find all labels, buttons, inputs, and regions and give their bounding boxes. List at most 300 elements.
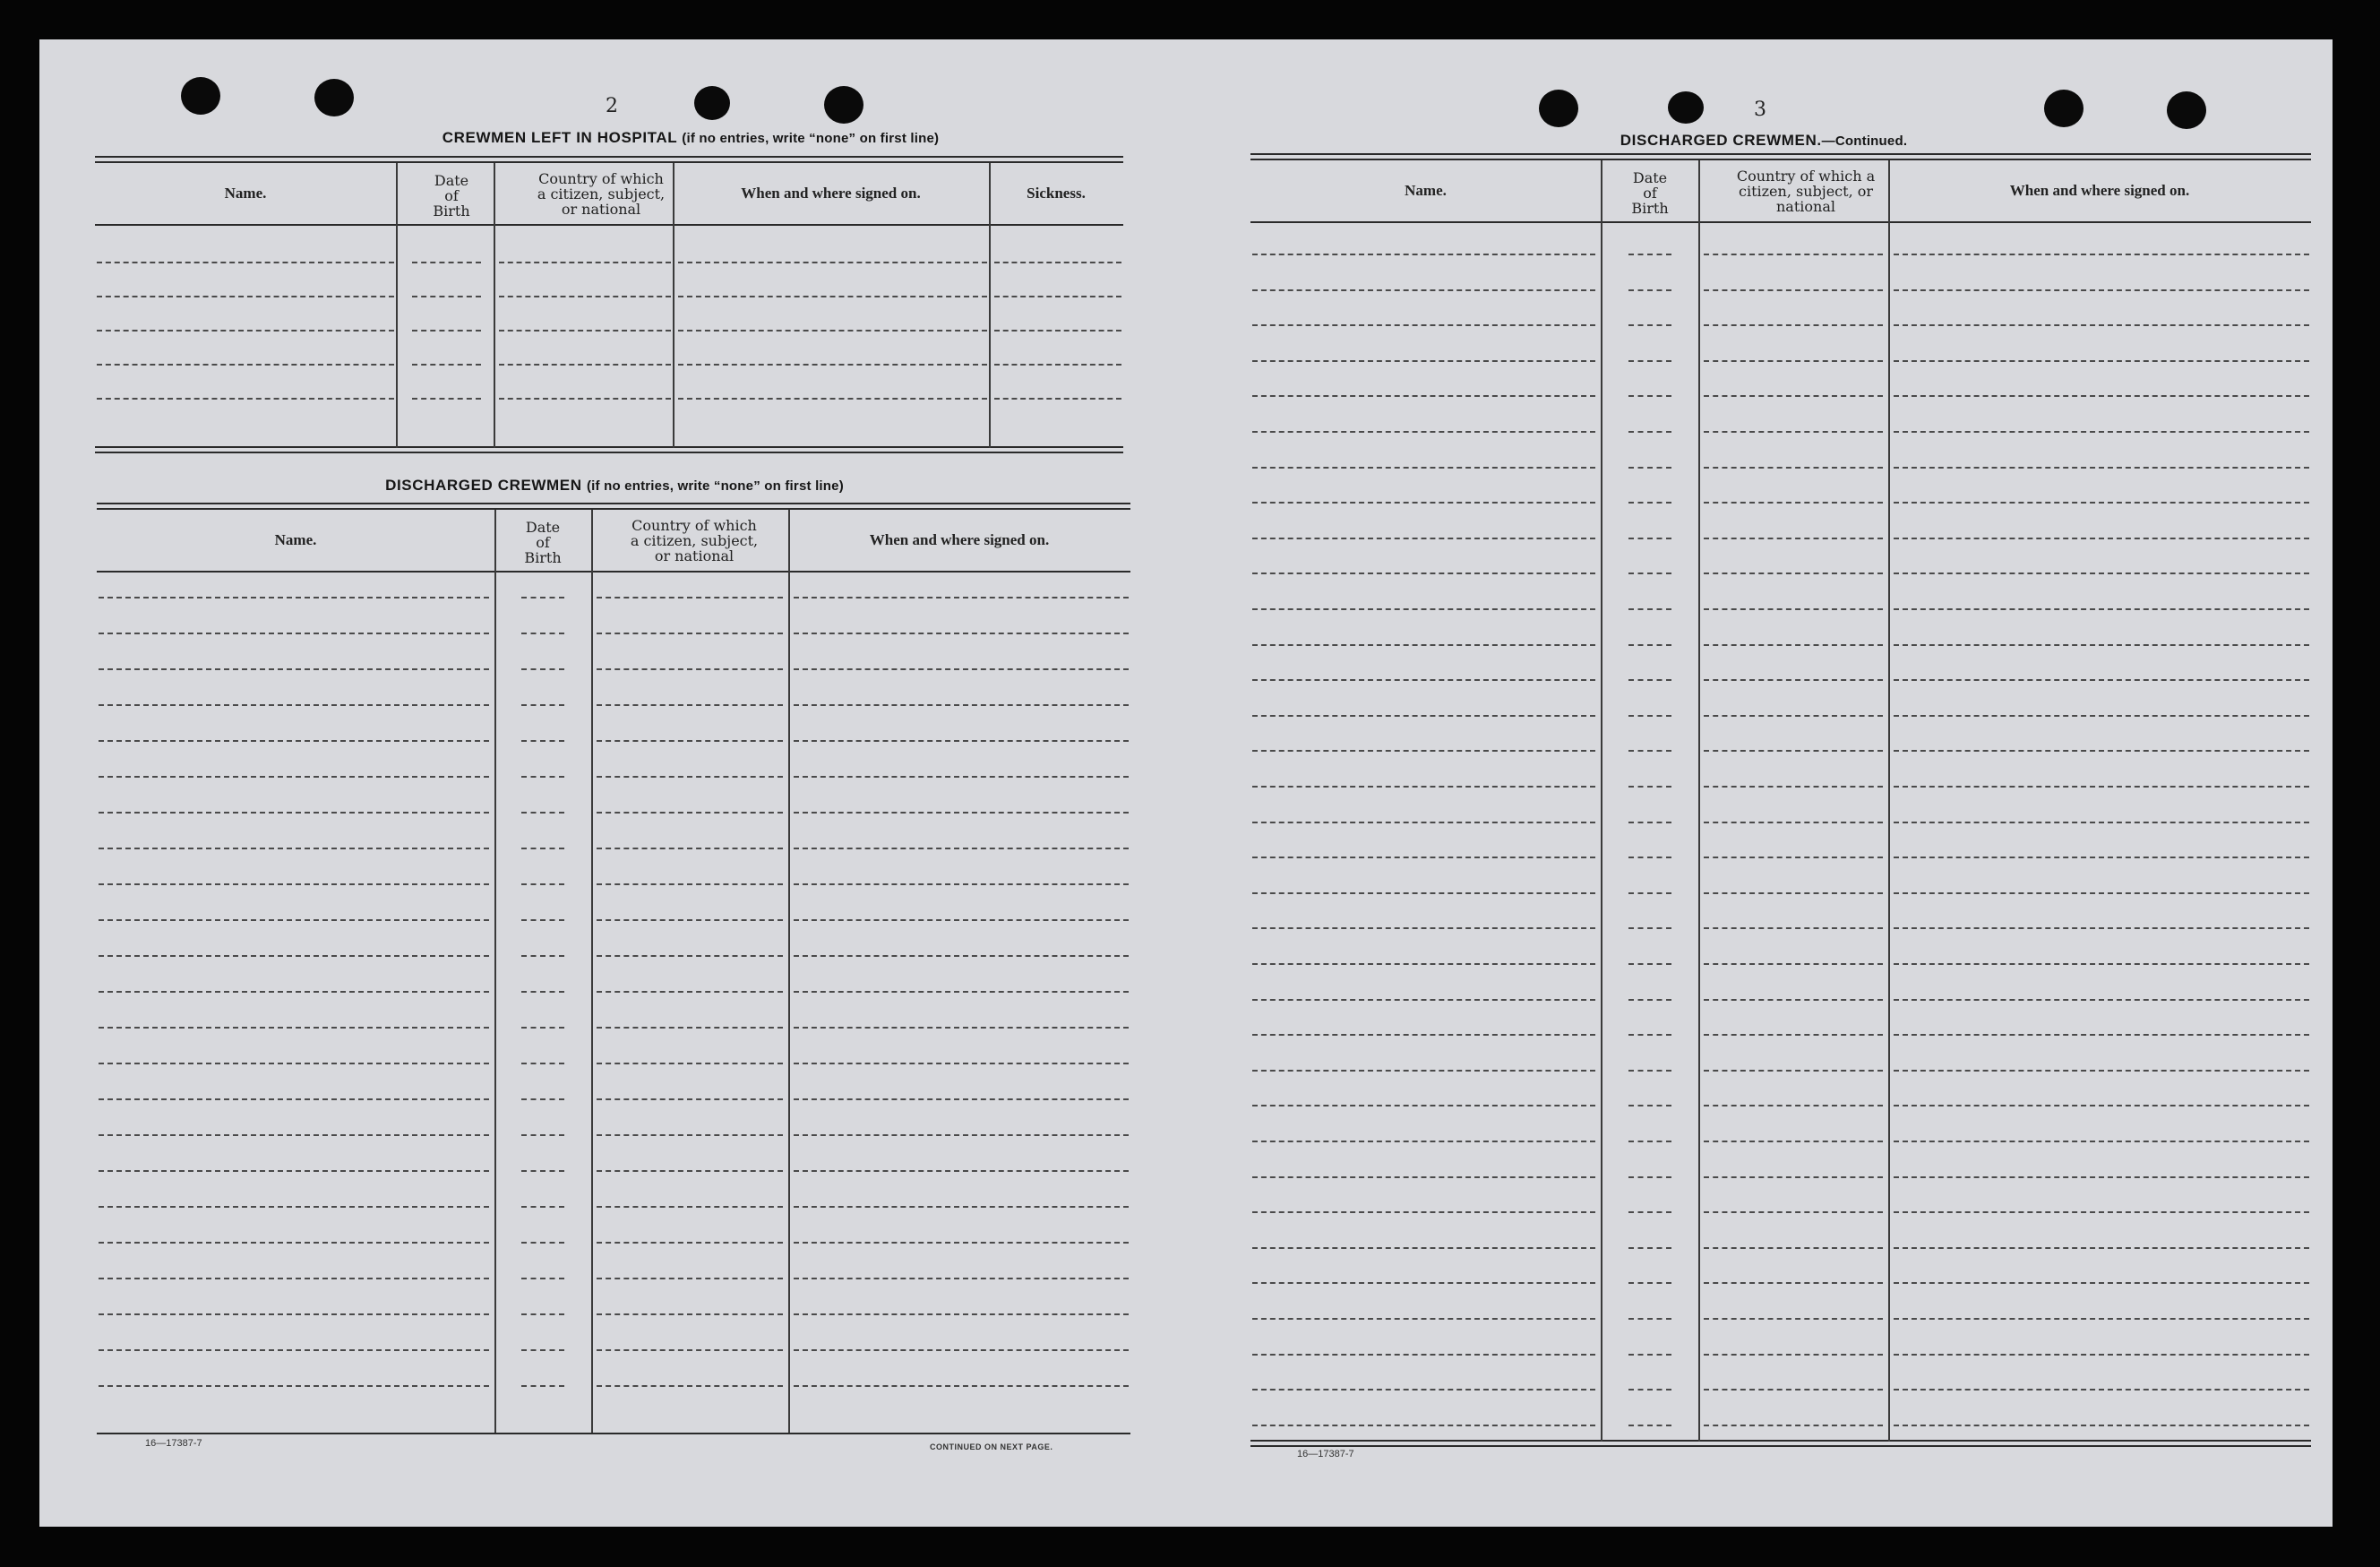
table-bottom-rule — [1250, 1445, 2311, 1447]
entry-dotted-line — [1252, 644, 1595, 646]
entry-dotted-line — [1628, 750, 1671, 752]
entry-dotted-line — [1252, 324, 1595, 326]
entry-dotted-line — [1628, 644, 1671, 646]
entry-dotted-line — [1252, 1282, 1595, 1284]
entry-dotted-line — [1704, 289, 1883, 291]
entry-dotted-line — [1704, 324, 1883, 326]
entry-dotted-line — [1704, 431, 1883, 433]
entry-dotted-line — [1252, 892, 1595, 894]
entry-dotted-line — [1704, 1141, 1883, 1142]
entry-dotted-line — [1628, 1070, 1671, 1072]
entry-dotted-line — [794, 1278, 1129, 1279]
entry-dotted-line — [597, 1098, 783, 1100]
entry-dotted-line — [1628, 1034, 1671, 1036]
entry-dotted-line — [794, 668, 1129, 670]
entry-dotted-line — [1704, 786, 1883, 788]
entry-dotted-line — [1704, 1176, 1883, 1178]
entry-dotted-line — [1704, 1034, 1883, 1036]
table-top-rule — [1250, 153, 2311, 155]
entry-dotted-line — [97, 296, 394, 297]
entry-dotted-line — [1894, 822, 2309, 823]
entry-dotted-line — [1704, 1211, 1883, 1213]
entry-dotted-line — [794, 776, 1129, 778]
entry-dotted-line — [1894, 927, 2309, 929]
entry-dotted-line — [1704, 573, 1883, 574]
entry-dotted-line — [412, 364, 481, 366]
entry-dotted-line — [521, 597, 564, 598]
entry-dotted-line — [521, 919, 564, 921]
entry-dotted-line — [1704, 1282, 1883, 1284]
entry-dotted-line — [521, 1063, 564, 1064]
entry-dotted-line — [597, 776, 783, 778]
entry-dotted-line — [1894, 324, 2309, 326]
entry-dotted-line — [97, 398, 394, 400]
entry-dotted-line — [1252, 431, 1595, 433]
entry-dotted-line — [1894, 289, 2309, 291]
entry-dotted-line — [1628, 289, 1671, 291]
entry-dotted-line — [521, 848, 564, 849]
entry-dotted-line — [794, 1313, 1129, 1315]
entry-dotted-line — [1894, 538, 2309, 539]
entry-dotted-line — [1894, 679, 2309, 681]
entry-dotted-line — [99, 633, 489, 634]
entry-dotted-line — [1894, 963, 2309, 965]
entry-dotted-line — [1628, 1141, 1671, 1142]
entry-dotted-line — [794, 1242, 1129, 1244]
column-header-signed-on: When and where signed on. — [869, 531, 1050, 548]
entry-dotted-line — [597, 848, 783, 849]
entry-dotted-line — [99, 848, 489, 849]
entry-dotted-line — [1628, 538, 1671, 539]
entry-dotted-line — [521, 1242, 564, 1244]
entry-dotted-line — [1628, 822, 1671, 823]
entry-dotted-line — [521, 883, 564, 885]
entry-dotted-line — [1628, 254, 1671, 255]
table-bottom-rule — [95, 446, 1123, 448]
entry-dotted-line — [794, 919, 1129, 921]
entry-dotted-line — [1252, 786, 1595, 788]
entry-dotted-line — [794, 955, 1129, 957]
entry-dotted-line — [597, 1313, 783, 1315]
entry-dotted-line — [1704, 644, 1883, 646]
entry-dotted-line — [597, 991, 783, 993]
entry-dotted-line — [597, 1242, 783, 1244]
entry-dotted-line — [1628, 927, 1671, 929]
entry-dotted-line — [1252, 822, 1595, 823]
entry-dotted-line — [1628, 1211, 1671, 1213]
entry-dotted-line — [794, 740, 1129, 742]
entry-dotted-line — [1628, 1176, 1671, 1178]
entry-dotted-line — [1252, 1247, 1595, 1249]
entry-dotted-line — [1252, 1176, 1595, 1178]
entry-dotted-line — [521, 1098, 564, 1100]
form-number-right: 16—17387-7 — [1297, 1449, 1354, 1459]
entry-dotted-line — [1894, 1354, 2309, 1356]
entry-dotted-line — [99, 991, 489, 993]
entry-dotted-line — [1252, 679, 1595, 681]
entry-dotted-line — [97, 364, 394, 366]
entry-dotted-line — [794, 812, 1129, 814]
entry-dotted-line — [1894, 1176, 2309, 1178]
punch-hole — [824, 86, 864, 124]
entry-dotted-line — [1252, 1034, 1595, 1036]
entry-dotted-line — [794, 1349, 1129, 1351]
discharged-table — [97, 503, 1130, 1438]
entry-dotted-line — [521, 740, 564, 742]
entry-dotted-line — [1252, 715, 1595, 717]
table-top-rule — [95, 156, 1123, 158]
column-header-country: Country of which a citizen, subject, or national — [1736, 167, 1876, 215]
column-divider — [591, 510, 593, 1433]
entry-dotted-line — [1894, 254, 2309, 255]
entry-dotted-line — [1894, 431, 2309, 433]
entry-dotted-line — [499, 296, 671, 297]
entry-dotted-line — [1704, 750, 1883, 752]
punch-hole — [314, 79, 354, 116]
entry-dotted-line — [521, 1027, 564, 1029]
entry-dotted-line — [994, 330, 1121, 331]
entry-dotted-line — [597, 1027, 783, 1029]
entry-dotted-line — [521, 1278, 564, 1279]
entry-dotted-line — [597, 1278, 783, 1279]
punch-hole — [181, 77, 220, 115]
entry-dotted-line — [794, 1170, 1129, 1172]
entry-dotted-line — [994, 262, 1121, 263]
entry-dotted-line — [794, 633, 1129, 634]
entry-dotted-line — [99, 1313, 489, 1315]
column-header-date-of-birth: Date of Birth — [524, 518, 562, 566]
continued-notice: CONTINUED ON NEXT PAGE. — [930, 1442, 1053, 1451]
entry-dotted-line — [794, 1134, 1129, 1136]
entry-dotted-line — [99, 704, 489, 706]
entry-dotted-line — [499, 262, 671, 263]
entry-dotted-line — [1252, 963, 1595, 965]
column-header-signed-on: When and where signed on. — [2009, 182, 2190, 199]
entry-dotted-line — [597, 1385, 783, 1387]
entry-dotted-line — [1894, 1389, 2309, 1390]
entry-dotted-line — [597, 883, 783, 885]
column-header-name: Name. — [224, 185, 267, 202]
discharged-continued-table — [1250, 153, 2311, 1447]
entry-dotted-line — [1894, 467, 2309, 469]
entry-dotted-line — [99, 1349, 489, 1351]
entry-dotted-line — [678, 364, 987, 366]
entry-dotted-line — [99, 1278, 489, 1279]
entry-dotted-line — [1704, 467, 1883, 469]
entry-dotted-line — [99, 597, 489, 598]
hospital-title-text: CREWMEN LEFT IN HOSPITAL — [442, 129, 677, 146]
entry-dotted-line — [1894, 1141, 2309, 1142]
discharged-section-title — [385, 477, 844, 495]
entry-dotted-line — [597, 919, 783, 921]
punch-hole — [2167, 91, 2206, 129]
entry-dotted-line — [412, 262, 481, 263]
punch-hole — [1539, 90, 1578, 127]
entry-dotted-line — [1252, 1105, 1595, 1106]
entry-dotted-line — [1252, 750, 1595, 752]
entry-dotted-line — [1894, 360, 2309, 362]
entry-dotted-line — [521, 668, 564, 670]
entry-dotted-line — [1628, 608, 1671, 610]
entry-dotted-line — [99, 812, 489, 814]
entry-dotted-line — [1704, 927, 1883, 929]
entry-dotted-line — [1628, 1389, 1671, 1390]
entry-dotted-line — [1704, 1070, 1883, 1072]
entry-dotted-line — [1252, 502, 1595, 504]
entry-dotted-line — [1628, 431, 1671, 433]
entry-dotted-line — [1628, 467, 1671, 469]
entry-dotted-line — [1704, 857, 1883, 858]
entry-dotted-line — [1252, 1389, 1595, 1390]
entry-dotted-line — [521, 704, 564, 706]
entry-dotted-line — [1894, 1425, 2309, 1426]
entry-dotted-line — [1894, 1105, 2309, 1106]
column-divider — [1601, 160, 1602, 1442]
column-header-date-of-birth: Date of Birth — [1631, 168, 1669, 217]
entry-dotted-line — [1894, 750, 2309, 752]
entry-dotted-line — [1628, 1247, 1671, 1249]
entry-dotted-line — [99, 776, 489, 778]
punch-hole — [2044, 90, 2084, 127]
entry-dotted-line — [1704, 715, 1883, 717]
entry-dotted-line — [1252, 1318, 1595, 1320]
table-bottom-rule — [95, 452, 1123, 453]
entry-dotted-line — [794, 883, 1129, 885]
table-bottom-rule — [97, 1433, 1130, 1434]
entry-dotted-line — [521, 1134, 564, 1136]
entry-dotted-line — [99, 1385, 489, 1387]
entry-dotted-line — [1628, 1354, 1671, 1356]
entry-dotted-line — [1252, 1354, 1595, 1356]
entry-dotted-line — [597, 1349, 783, 1351]
entry-dotted-line — [521, 776, 564, 778]
entry-dotted-line — [678, 330, 987, 331]
entry-dotted-line — [521, 633, 564, 634]
entry-dotted-line — [1894, 715, 2309, 717]
entry-dotted-line — [1252, 1141, 1595, 1142]
column-divider — [1698, 160, 1700, 1442]
entry-dotted-line — [597, 812, 783, 814]
entry-dotted-line — [521, 991, 564, 993]
discharged-continued-title-text: DISCHARGED CREWMEN. — [1620, 132, 1822, 149]
document-sheet — [39, 39, 2333, 1527]
entry-dotted-line — [1704, 1425, 1883, 1426]
entry-dotted-line — [1704, 679, 1883, 681]
entry-dotted-line — [678, 262, 987, 263]
entry-dotted-line — [597, 955, 783, 957]
entry-dotted-line — [1252, 608, 1595, 610]
form-number-left: 16—17387-7 — [145, 1438, 202, 1449]
entry-dotted-line — [1894, 1318, 2309, 1320]
header-bottom-rule — [95, 224, 1123, 226]
entry-dotted-line — [1894, 502, 2309, 504]
page-number-left: 2 — [606, 95, 618, 117]
table-bottom-rule — [1250, 1440, 2311, 1442]
entry-dotted-line — [1252, 573, 1595, 574]
discharged-continued-title — [1620, 132, 1907, 150]
entry-dotted-line — [1704, 999, 1883, 1001]
entry-dotted-line — [794, 1063, 1129, 1064]
column-header-country: Country of which a citizen, subject, or national — [537, 169, 666, 218]
entry-dotted-line — [1628, 892, 1671, 894]
entry-dotted-line — [1894, 1070, 2309, 1072]
entry-dotted-line — [1704, 822, 1883, 823]
entry-dotted-line — [794, 1206, 1129, 1208]
entry-dotted-line — [99, 1242, 489, 1244]
entry-dotted-line — [597, 1206, 783, 1208]
entry-dotted-line — [794, 991, 1129, 993]
entry-dotted-line — [99, 1027, 489, 1029]
entry-dotted-line — [1704, 395, 1883, 397]
entry-dotted-line — [794, 597, 1129, 598]
entry-dotted-line — [1704, 1389, 1883, 1390]
entry-dotted-line — [597, 668, 783, 670]
entry-dotted-line — [1252, 999, 1595, 1001]
entry-dotted-line — [99, 1098, 489, 1100]
column-divider — [396, 163, 398, 448]
header-bottom-rule — [97, 571, 1130, 573]
column-divider — [494, 163, 495, 448]
entry-dotted-line — [1894, 1034, 2309, 1036]
column-divider — [788, 510, 790, 1433]
entry-dotted-line — [1252, 254, 1595, 255]
entry-dotted-line — [1252, 927, 1595, 929]
entry-dotted-line — [597, 633, 783, 634]
entry-dotted-line — [521, 1385, 564, 1387]
entry-dotted-line — [1704, 360, 1883, 362]
entry-dotted-line — [1704, 963, 1883, 965]
entry-dotted-line — [1628, 999, 1671, 1001]
entry-dotted-line — [99, 919, 489, 921]
entry-dotted-line — [1628, 715, 1671, 717]
entry-dotted-line — [99, 1206, 489, 1208]
entry-dotted-line — [1894, 608, 2309, 610]
entry-dotted-line — [994, 296, 1121, 297]
entry-dotted-line — [1704, 538, 1883, 539]
entry-dotted-line — [521, 1313, 564, 1315]
entry-dotted-line — [99, 1063, 489, 1064]
entry-dotted-line — [1894, 786, 2309, 788]
entry-dotted-line — [1704, 1354, 1883, 1356]
entry-dotted-line — [97, 330, 394, 331]
entry-dotted-line — [597, 740, 783, 742]
entry-dotted-line — [99, 883, 489, 885]
entry-dotted-line — [99, 740, 489, 742]
discharged-title-note: (if no entries, write “none” on first line) — [586, 478, 844, 494]
entry-dotted-line — [521, 1170, 564, 1172]
entry-dotted-line — [1628, 1425, 1671, 1426]
entry-dotted-line — [1628, 1318, 1671, 1320]
header-bottom-rule — [1250, 221, 2311, 223]
entry-dotted-line — [499, 364, 671, 366]
entry-dotted-line — [678, 296, 987, 297]
entry-dotted-line — [597, 1170, 783, 1172]
entry-dotted-line — [1628, 573, 1671, 574]
punch-hole — [694, 86, 730, 120]
entry-dotted-line — [1894, 1247, 2309, 1249]
entry-dotted-line — [1894, 395, 2309, 397]
entry-dotted-line — [794, 848, 1129, 849]
entry-dotted-line — [1628, 857, 1671, 858]
column-divider — [494, 510, 496, 1433]
entry-dotted-line — [1252, 360, 1595, 362]
entry-dotted-line — [521, 812, 564, 814]
entry-dotted-line — [1894, 892, 2309, 894]
entry-dotted-line — [521, 1349, 564, 1351]
column-divider — [1888, 160, 1890, 1442]
page-number-right: 3 — [1754, 99, 1766, 121]
entry-dotted-line — [521, 1206, 564, 1208]
entry-dotted-line — [521, 955, 564, 957]
entry-dotted-line — [1628, 679, 1671, 681]
entry-dotted-line — [1252, 1425, 1595, 1426]
discharged-continued-title-note: —Continued. — [1821, 133, 1908, 149]
entry-dotted-line — [1252, 467, 1595, 469]
hospital-table — [95, 156, 1123, 453]
entry-dotted-line — [412, 296, 481, 297]
entry-dotted-line — [499, 330, 671, 331]
entry-dotted-line — [597, 1063, 783, 1064]
entry-dotted-line — [1252, 289, 1595, 291]
entry-dotted-line — [1704, 608, 1883, 610]
entry-dotted-line — [99, 1170, 489, 1172]
table-top-rule — [97, 503, 1130, 504]
entry-dotted-line — [1252, 538, 1595, 539]
entry-dotted-line — [1628, 963, 1671, 965]
entry-dotted-line — [1894, 1282, 2309, 1284]
entry-dotted-line — [794, 1098, 1129, 1100]
column-header-country: Country of which a citizen, subject, or national — [630, 516, 759, 564]
entry-dotted-line — [1894, 999, 2309, 1001]
entry-dotted-line — [597, 597, 783, 598]
entry-dotted-line — [678, 398, 987, 400]
hospital-section-title — [442, 129, 939, 147]
entry-dotted-line — [1252, 1070, 1595, 1072]
entry-dotted-line — [1704, 502, 1883, 504]
hospital-title-note: (if no entries, write “none” on first line) — [682, 131, 940, 146]
entry-dotted-line — [99, 955, 489, 957]
entry-dotted-line — [1628, 1282, 1671, 1284]
entry-dotted-line — [1628, 395, 1671, 397]
entry-dotted-line — [412, 330, 481, 331]
entry-dotted-line — [794, 704, 1129, 706]
entry-dotted-line — [1894, 644, 2309, 646]
entry-dotted-line — [1894, 1211, 2309, 1213]
entry-dotted-line — [499, 398, 671, 400]
column-header-sickness: Sickness. — [1027, 185, 1086, 202]
entry-dotted-line — [412, 398, 481, 400]
entry-dotted-line — [1628, 324, 1671, 326]
column-header-date-of-birth: Date of Birth — [433, 171, 470, 220]
column-header-name: Name. — [274, 531, 317, 548]
entry-dotted-line — [1628, 786, 1671, 788]
entry-dotted-line — [597, 704, 783, 706]
entry-dotted-line — [1704, 1105, 1883, 1106]
entry-dotted-line — [1894, 857, 2309, 858]
entry-dotted-line — [1628, 1105, 1671, 1106]
entry-dotted-line — [1704, 1318, 1883, 1320]
entry-dotted-line — [1252, 857, 1595, 858]
entry-dotted-line — [1704, 254, 1883, 255]
entry-dotted-line — [99, 1134, 489, 1136]
entry-dotted-line — [1252, 1211, 1595, 1213]
column-header-name: Name. — [1405, 182, 1447, 199]
column-header-signed-on: When and where signed on. — [741, 185, 921, 202]
entry-dotted-line — [1628, 360, 1671, 362]
entry-dotted-line — [994, 364, 1121, 366]
entry-dotted-line — [794, 1385, 1129, 1387]
entry-dotted-line — [1628, 502, 1671, 504]
